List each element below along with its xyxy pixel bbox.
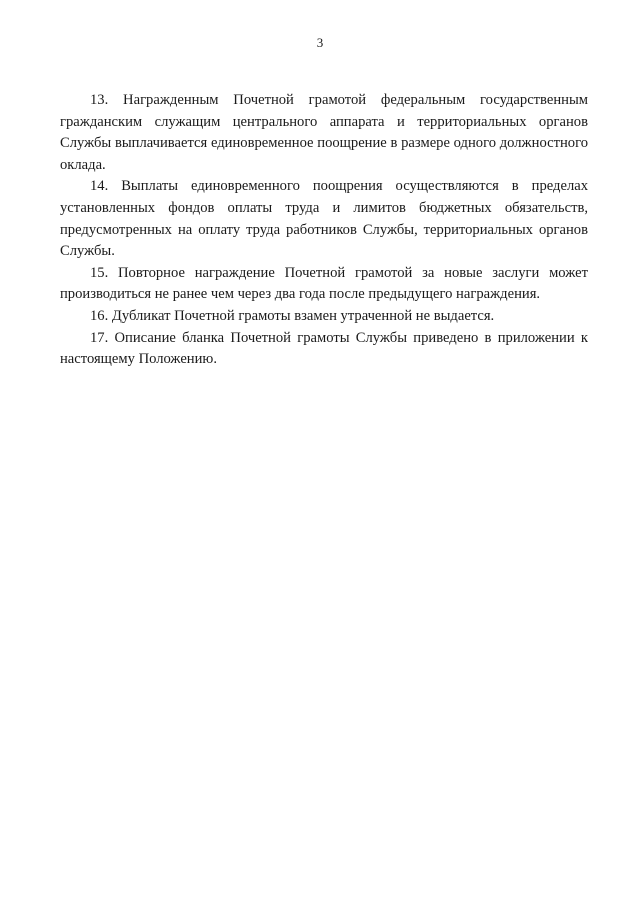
page-number: 3 (316, 35, 324, 50)
paragraph-17: 17. Описание бланка Почетной грамоты Службы приведено в приложении к настоящему Положению. (60, 329, 588, 368)
document-body (60, 90, 588, 371)
paragraph-13: 13. Награжденным Почетной грамотой федеральным государственным гражданским служащим центрального аппарата и территориальных органов Службы выплачивается единовременное поощрение в размере одного должностного оклада. (60, 92, 588, 173)
paragraph-16: 16. Дубликат Почетной грамоты взамен утраченной не выдается. (90, 307, 495, 324)
paragraph-15: 15. Повторное награждение Почетной грамотой за новые заслуги может производиться не ранее чем через два года после предыдущего награждения. (60, 264, 588, 303)
paragraph-14: 14. Выплаты единовременного поощрения осуществляются в пределах установленных фондов оплаты труда и лимитов бюджетных обязательств, предусмотренных на оплату труда работников Службы, территориальных органов Службы. (60, 178, 588, 260)
